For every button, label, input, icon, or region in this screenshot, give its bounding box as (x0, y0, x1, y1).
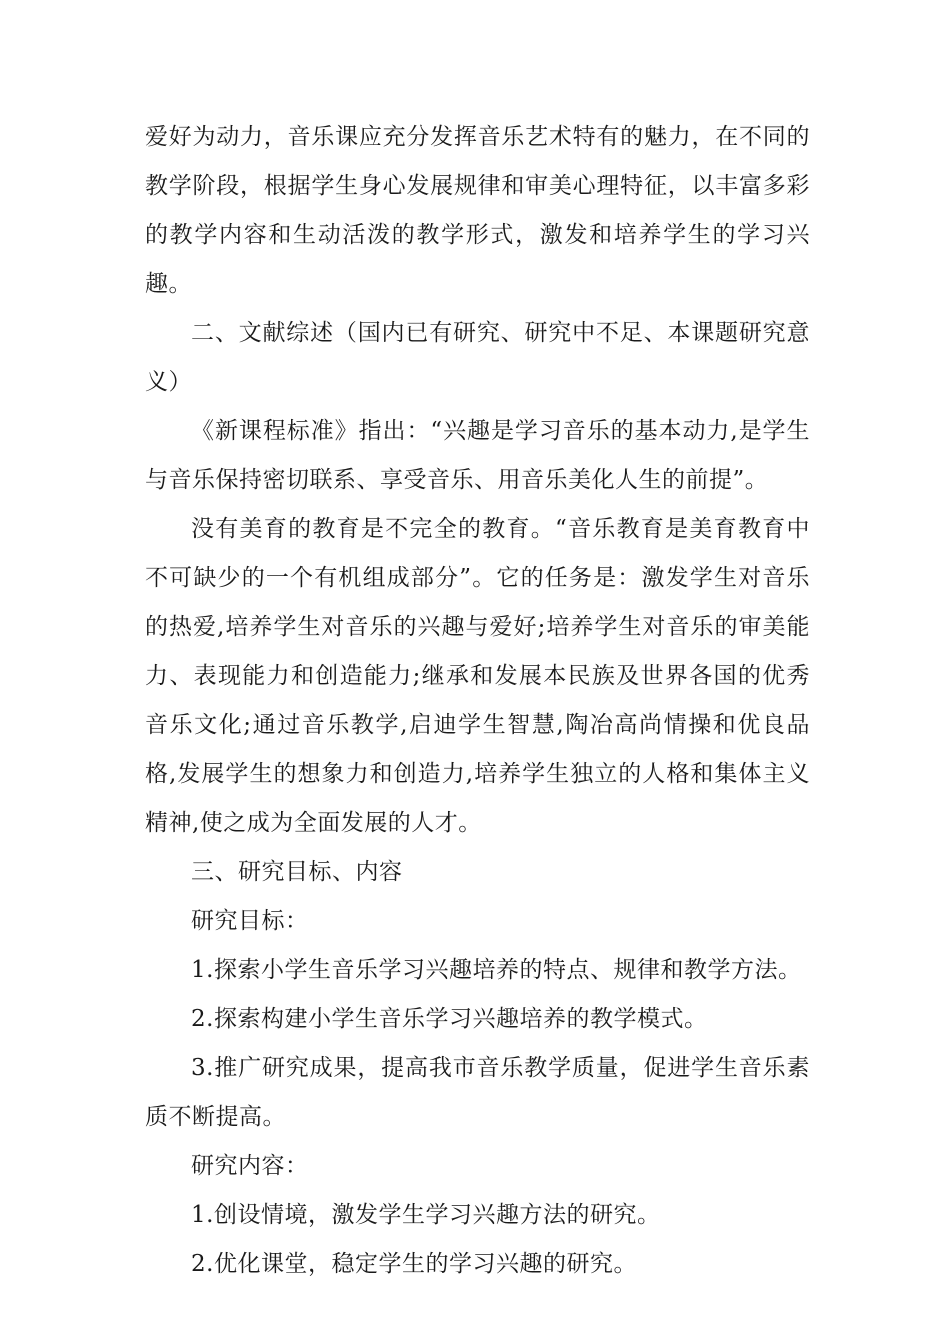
content-item-1: 1.创设情境，激发学生学习兴趣方法的研究。 (191, 1202, 661, 1228)
paragraph-aesthetic-education: 没有美育的教育是不完全的教育。“音乐教育是美育教育中不可缺少的一个有机组成部分”。它的任务是：激发学生对音乐的热爱,培养学生对音乐的兴趣与爱好;培养学生对音乐的审美能力、表现能力和创造能力;继承和发展本民族及世界各国的优秀音乐文化;通过音乐教学,启迪学生智慧,陶冶高尚情操和优良品格,发展学生的想象力和创造力,培养学生独立的人格和集体主义精神,使之成为全面发展的人才。 (145, 516, 810, 836)
section-heading-goals-content: 三、研究目标、内容 (191, 859, 403, 885)
paragraph-curriculum-standard-quote: 《新课程标准》指出：“兴趣是学习音乐的基本动力,是学生与音乐保持密切联系、享受音乐、用音乐美化人生的前提”。 (145, 418, 810, 493)
subheading-research-goals: 研究目标： (191, 908, 309, 934)
subheading-research-content: 研究内容： (191, 1153, 309, 1179)
goal-item-2: 2.探索构建小学生音乐学习兴趣培养的教学模式。 (191, 1006, 708, 1032)
paragraph-intro-continuation: 爱好为动力，音乐课应充分发挥音乐艺术特有的魅力，在不同的教学阶段，根据学生身心发展规律和审美心理特征，以丰富多彩的教学内容和生动活泼的教学形式，激发和培养学生的学习兴趣。 (145, 124, 810, 297)
content-item-2: 2.优化课堂，稳定学生的学习兴趣的研究。 (191, 1251, 637, 1277)
goal-item-1: 1.探索小学生音乐学习兴趣培养的特点、规律和教学方法。 (191, 957, 802, 983)
document-body (145, 113, 810, 1289)
goal-item-3: 3.推广研究成果，提高我市音乐教学质量，促进学生音乐素质不断提高。 (145, 1055, 810, 1130)
section-heading-literature-review: 二、文献综述（国内已有研究、研究中不足、本课题研究意义） (145, 320, 810, 395)
